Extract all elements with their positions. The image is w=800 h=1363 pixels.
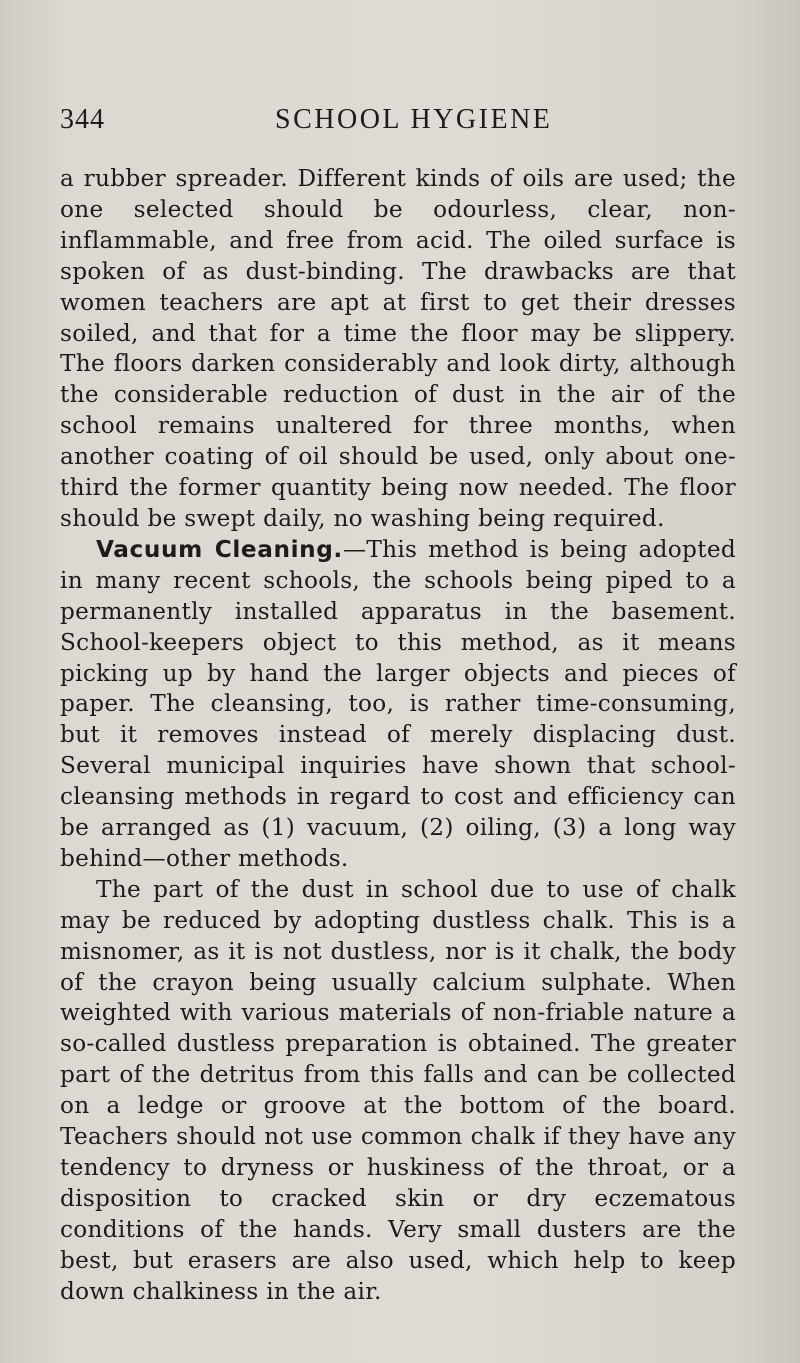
paragraph-text: The part of the dust in school due to use of chalk may be reduced by adopting dustless chalk. This is a misnomer, as it is not dustless, nor is it chalk, the body of the crayon being usually calcium sulphate. When weighted with various materials of non-friable nature a so-called dustless preparation is obtained. The greater part of the detritus from this falls and can be collected on a ledge or groove at the bottom of the board. Teachers should not use common chalk if they have any tendency to dryness or huskiness of the throat, or a disposition to cracked skin or dry eczematous conditions of the hands. Very small dusters are the best, but erasers are also used, which help to keep down chalkiness in the air. [60, 875, 736, 1305]
body-text [60, 164, 736, 1308]
section-heading-vacuum-cleaning: Vacuum Cleaning. [96, 535, 343, 563]
running-head [60, 104, 736, 148]
running-title: SCHOOL HYGIENE [275, 104, 553, 135]
book-page [60, 104, 736, 1308]
paragraph-text: —This method is being adopted in many recent schools, the schools being piped to a permanently installed apparatus in the basement. School-keepers object to this method, as it means picking up by hand the larger objects and pieces of paper. The cleansing, too, is rather time-consuming, but it removes instead of merely displacing dust. Several municipal inquiries have shown that school-cleansing methods in regard to cost and efficiency can be arranged as (1) vacuum, (2) oiling, (3) a long way behind—other methods. [60, 535, 736, 872]
page-number: 344 [60, 104, 105, 135]
paragraph-oiling-continued [60, 164, 736, 535]
paragraph-vacuum-cleaning [60, 535, 736, 875]
paragraph-text: a rubber spreader. Different kinds of oils are used; the one selected should be odourless, clear, non-inflammable, and free from acid. The oiled surface is spoken of as dust-binding. The drawbacks are that women teachers are apt at first to get their dresses soiled, and that for a time the floor may be slippery. The floors darken considerably and look dirty, although the considerable reduction of dust in the air of the school remains unaltered for three months, when another coating of oil should be used, only about one-third the former quantity being now needed. The floor should be swept daily, no washing being required. [60, 165, 736, 532]
paragraph-dustless-chalk [60, 875, 736, 1308]
